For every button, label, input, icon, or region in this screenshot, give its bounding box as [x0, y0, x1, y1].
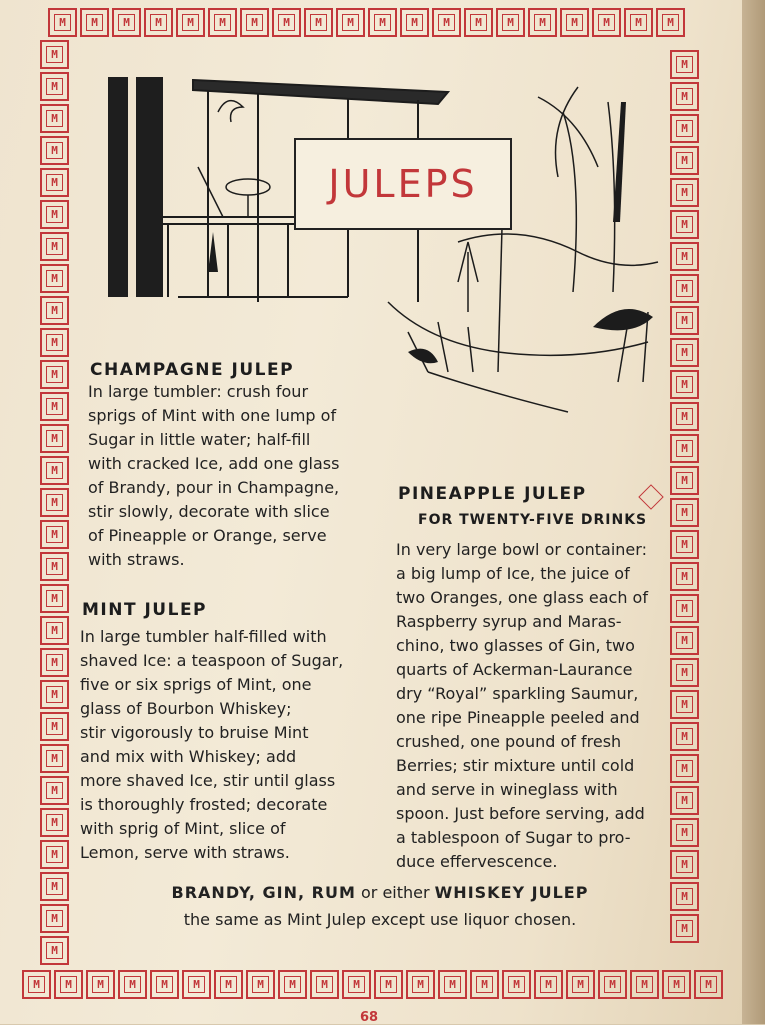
fm-monogram-icon	[304, 8, 333, 37]
diamond-ornament-icon	[638, 484, 663, 509]
fm-monogram-icon	[40, 840, 69, 869]
fm-monogram-icon	[214, 970, 243, 999]
fm-monogram-icon	[432, 8, 461, 37]
champagne-julep-text: In large tumbler: crush four sprigs of Mint with one lump of Sugar in little water; half-fill with cracked Ice, add one glass of Brandy, pour in Champagne, stir slowly, decorate with slice of Pineapple or Orange, serve with straws.	[88, 382, 340, 569]
fm-monogram-icon	[670, 850, 699, 879]
fm-monogram-icon	[272, 8, 301, 37]
fm-monogram-icon	[22, 970, 51, 999]
fm-monogram-icon	[656, 8, 685, 37]
fm-monogram-icon	[40, 648, 69, 677]
fm-monogram-icon	[40, 904, 69, 933]
fm-monogram-icon	[40, 264, 69, 293]
fm-monogram-icon	[670, 466, 699, 495]
fm-monogram-icon	[670, 658, 699, 687]
border-bottom	[22, 970, 723, 999]
fm-monogram-icon	[40, 680, 69, 709]
fm-monogram-icon	[40, 104, 69, 133]
page-title: JULEPS	[328, 162, 478, 206]
fm-monogram-icon	[48, 8, 77, 37]
fm-monogram-icon	[40, 328, 69, 357]
footer-line2: the same as Mint Julep except use liquor chosen.	[183, 910, 577, 929]
fm-monogram-icon	[40, 72, 69, 101]
fm-monogram-icon	[470, 970, 499, 999]
fm-monogram-icon	[592, 8, 621, 37]
fm-monogram-icon	[630, 970, 659, 999]
fm-monogram-icon	[40, 712, 69, 741]
fm-monogram-icon	[670, 530, 699, 559]
fm-monogram-icon	[144, 8, 173, 37]
pineapple-julep-subheading: FOR TWENTY-FIVE DRINKS	[418, 512, 648, 528]
fm-monogram-icon	[670, 178, 699, 207]
fm-monogram-icon	[176, 8, 205, 37]
mint-julep-text: In large tumbler half-filled with shaved Ice: a teaspoon of Sugar, five or six sprigs of Mint, one glass of Bourbon Whiskey; stir vigorously to bruise Mint and mix with Whiskey; add more shaved Ice, stir until glass is thoroughly frosted; decorate with sprig of Mint, slice of Lemon, serve with straws.	[80, 627, 344, 862]
fm-monogram-icon	[112, 8, 141, 37]
fm-monogram-icon	[40, 424, 69, 453]
fm-monogram-icon	[406, 970, 435, 999]
fm-monogram-icon	[496, 8, 525, 37]
fm-monogram-icon	[670, 818, 699, 847]
fm-monogram-icon	[374, 970, 403, 999]
footer-heading-part1: BRANDY, GIN, RUM	[171, 883, 356, 902]
fm-monogram-icon	[240, 8, 269, 37]
fm-monogram-icon	[670, 882, 699, 911]
fm-monogram-icon	[40, 584, 69, 613]
fm-monogram-icon	[598, 970, 627, 999]
fm-monogram-icon	[560, 8, 589, 37]
fm-monogram-icon	[40, 616, 69, 645]
fm-monogram-icon	[40, 456, 69, 485]
fm-monogram-icon	[40, 40, 69, 69]
fm-monogram-icon	[670, 210, 699, 239]
fm-monogram-icon	[566, 970, 595, 999]
fm-monogram-icon	[670, 754, 699, 783]
fm-monogram-icon	[40, 744, 69, 773]
footer-heading-part2: WHISKEY JULEP	[434, 883, 589, 902]
fm-monogram-icon	[40, 200, 69, 229]
fm-monogram-icon	[670, 82, 699, 111]
fm-monogram-icon	[670, 690, 699, 719]
fm-monogram-icon	[40, 392, 69, 421]
fm-monogram-icon	[624, 8, 653, 37]
border-left	[40, 40, 69, 965]
fm-monogram-icon	[80, 8, 109, 37]
champagne-julep-heading: CHAMPAGNE JULEP	[90, 360, 295, 380]
fm-monogram-icon	[670, 626, 699, 655]
border-right	[670, 50, 699, 943]
fm-monogram-icon	[40, 168, 69, 197]
fm-monogram-icon	[670, 402, 699, 431]
fm-monogram-icon	[246, 970, 275, 999]
fm-monogram-icon	[336, 8, 365, 37]
fm-monogram-icon	[670, 50, 699, 79]
fm-monogram-icon	[670, 722, 699, 751]
fm-monogram-icon	[40, 488, 69, 517]
fm-monogram-icon	[40, 808, 69, 837]
fm-monogram-icon	[670, 370, 699, 399]
fm-monogram-icon	[670, 562, 699, 591]
fm-monogram-icon	[528, 8, 557, 37]
fm-monogram-icon	[278, 970, 307, 999]
fm-monogram-icon	[310, 970, 339, 999]
fm-monogram-icon	[670, 146, 699, 175]
fm-monogram-icon	[670, 434, 699, 463]
fm-monogram-icon	[670, 786, 699, 815]
fm-monogram-icon	[40, 296, 69, 325]
footer-connector: or either	[360, 883, 430, 902]
fm-monogram-icon	[54, 970, 83, 999]
fm-monogram-icon	[670, 594, 699, 623]
fm-monogram-icon	[208, 8, 237, 37]
fm-monogram-icon	[86, 970, 115, 999]
fm-monogram-icon	[670, 114, 699, 143]
fm-monogram-icon	[502, 970, 531, 999]
fm-monogram-icon	[182, 970, 211, 999]
fm-monogram-icon	[40, 520, 69, 549]
fm-monogram-icon	[118, 970, 147, 999]
fm-monogram-icon	[534, 970, 563, 999]
fm-monogram-icon	[40, 872, 69, 901]
fm-monogram-icon	[40, 232, 69, 261]
fm-monogram-icon	[40, 936, 69, 965]
page-number: 68	[360, 1010, 379, 1025]
fm-monogram-icon	[438, 970, 467, 999]
fm-monogram-icon	[670, 274, 699, 303]
title-box	[294, 138, 512, 230]
pineapple-julep-heading: PINEAPPLE JULEP	[398, 484, 587, 504]
mint-julep-heading: MINT JULEP	[82, 600, 208, 620]
fm-monogram-icon	[464, 8, 493, 37]
fm-monogram-icon	[670, 338, 699, 367]
pineapple-julep-text: In very large bowl or container: a big lump of Ice, the juice of two Oranges, one glass each of Raspberry syrup and Maras- chino, two glasses of Gin, two quarts of Ackerman-Laurance dry “Royal” sparkling Saumur, one ripe Pineapple peeled and crushed, one pound of fresh Berries; stir mixture until cold and serve in wineglass with spoon. Just before serving, add a tablespoon of Sugar to pro- duce effervescence.	[396, 540, 648, 871]
fm-monogram-icon	[342, 970, 371, 999]
fm-monogram-icon	[368, 8, 397, 37]
fm-monogram-icon	[670, 242, 699, 271]
fm-monogram-icon	[40, 136, 69, 165]
fm-monogram-icon	[150, 970, 179, 999]
fm-monogram-icon	[40, 552, 69, 581]
fm-monogram-icon	[670, 914, 699, 943]
fm-monogram-icon	[40, 776, 69, 805]
border-top	[48, 8, 685, 37]
page-edge	[742, 0, 765, 1024]
fm-monogram-icon	[400, 8, 429, 37]
fm-monogram-icon	[670, 498, 699, 527]
fm-monogram-icon	[694, 970, 723, 999]
fm-monogram-icon	[40, 360, 69, 389]
fm-monogram-icon	[670, 306, 699, 335]
fm-monogram-icon	[662, 970, 691, 999]
footer-note	[100, 880, 660, 905]
